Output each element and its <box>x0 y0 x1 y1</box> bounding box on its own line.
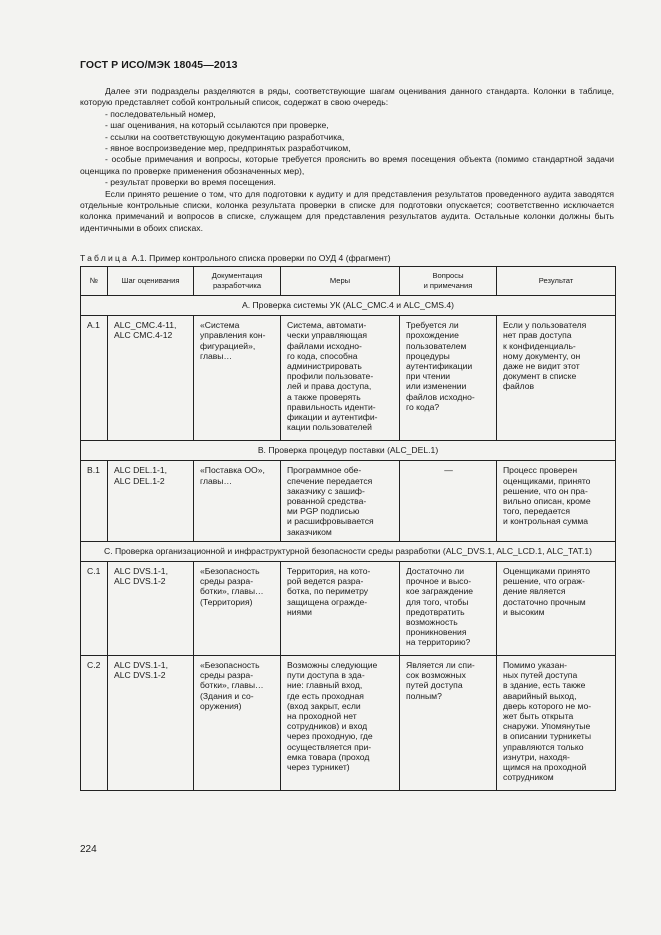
column-header-result: Результат <box>497 267 616 296</box>
row-measures: Возможны следующие пути доступа в зда- ние: главный вход, где есть проходная (вход закрыт, если на проходной нет сотрудников) и вход через проходную, где осуществляется при- емка товара (проход через турникет) <box>281 656 400 791</box>
row-questions: Требуется ли прохождение пользователем процедуры аутентификации при чтении или изменении файлов исходно- го кода? <box>400 316 497 441</box>
row-step: ALC DVS.1-1, ALC DVS.1-2 <box>108 562 194 656</box>
row-step: ALC DVS.1-1, ALC DVS.1-2 <box>108 656 194 791</box>
column-header-number: № <box>81 267 108 296</box>
row-number: B.1 <box>81 461 108 541</box>
row-number: C.1 <box>81 562 108 656</box>
section-title: A. Проверка системы УК (ALC_CMC.4 и ALC_CMS.4) <box>81 296 616 316</box>
row-docs: «Поставка ОО», главы… <box>194 461 281 541</box>
row-result: Если у пользователя нет прав доступа к конфиденциаль- ному документу, он даже не видит этот документ в списке файлов <box>497 316 616 441</box>
column-header-step: Шаг оценивания <box>108 267 194 296</box>
row-questions: Является ли спи- сок возможных путей доступа полным? <box>400 656 497 791</box>
row-docs: «Система управления кон- фигурацией», главы… <box>194 316 281 441</box>
page-number: 224 <box>80 844 97 855</box>
table-row <box>81 656 616 791</box>
table-header-row <box>81 267 616 296</box>
row-measures: Территория, на кото- рой ведется разра- ботка, по периметру защищена огражде- ниями <box>281 562 400 656</box>
section-row <box>81 441 616 461</box>
row-number: A.1 <box>81 316 108 441</box>
column-header-measures: Меры <box>281 267 400 296</box>
row-result: Оценщиками принято решение, что ограж- дение является достаточно прочным и высоким <box>497 562 616 656</box>
row-questions: — <box>400 461 497 541</box>
row-docs: «Безопасность среды разра- ботки», главы… (Территория) <box>194 562 281 656</box>
table-row <box>81 316 616 441</box>
document-header: ГОСТ Р ИСО/МЭК 18045—2013 <box>80 59 238 71</box>
list-item: - ссылки на соответствующую документацию разработчика, <box>105 131 345 142</box>
row-result: Помимо указан- ных путей доступа в здание, есть также аварийный выход, дверь которого не мо- жет быть открыта снаружи. Упомянутые в описании турникеты управляются только изнутри, находя- щимся на проходной сотрудником <box>497 656 616 791</box>
section-title: C. Проверка организационной и инфраструктурной безопасности среды разработки (ALC_DVS.1, ALC_LCD.1, ALC_TAT.1) <box>81 541 616 561</box>
list-item: - последовательный номер, <box>105 108 216 119</box>
checklist-table <box>80 266 616 791</box>
table-row <box>81 562 616 656</box>
table-row <box>81 461 616 541</box>
section-row <box>81 296 616 316</box>
list-item: - особые примечания и вопросы, которые требуется прояснить во время посещения объекта (помимо стандартной задачи оценщика по проверке применения обозначенных мер), <box>80 154 614 176</box>
row-docs: «Безопасность среды разра- ботки», главы… (Здания и со- оружения) <box>194 656 281 791</box>
caption-text: А.1. Пример контрольного списка проверки по ОУД 4 (фрагмент) <box>129 253 391 263</box>
list-item: - результат проверки во время посещения. <box>105 177 276 188</box>
column-header-docs: Документация разработчика <box>194 267 281 296</box>
row-measures: Система, автомати- чески управляющая файлами исходно- го кода, способна администрировать профили пользовате- лей и права доступа, а также проверять правильность иденти- фикации и аутентифи- кации пользователей <box>281 316 400 441</box>
intro-paragraph: Далее эти подразделы разделяются в ряды, соответствующие шагам оценивания данного стандарта. Колонки в таблице, которую представляет собой контрольный список, содержат в свою очередь: <box>80 86 614 108</box>
row-measures: Программное обе- спечение передается заказчику с зашиф- рованной средства- ми PGP подписью и расшифровывается заказчиком <box>281 461 400 541</box>
caption-label: Таблица <box>80 253 130 263</box>
row-step: ALC_CMC.4-11, ALC CMC.4-12 <box>108 316 194 441</box>
row-questions: Достаточно ли прочное и высо- кое заграждение для того, чтобы предотвратить возможность проникновения на территорию? <box>400 562 497 656</box>
column-header-questions: Вопросы и примечания <box>400 267 497 296</box>
section-title: B. Проверка процедур поставки (ALC_DEL.1) <box>81 441 616 461</box>
row-step: ALC DEL.1-1, ALC DEL.1-2 <box>108 461 194 541</box>
table-caption <box>80 253 391 263</box>
row-result: Процесс проверен оценщиками, принято решение, что он пра- вильно описан, кроме того, передается и контрольная сумма <box>497 461 616 541</box>
intro-paragraph: Если принято решение о том, что для подготовки к аудиту и для представления результатов проведенного аудита заводятся отдельные контрольные списки, колонка результата проверки в списке для подготовки опускается; соответственно исключается колонка примечаний и вопросов в списке, служащем для представления результатов аудита. Остальные колонки должны быть идентичными в обоих списках. <box>80 188 614 233</box>
row-number: C.2 <box>81 656 108 791</box>
section-row <box>81 541 616 561</box>
list-item: - явное воспроизведение мер, предпринятых разработчиком, <box>105 143 351 154</box>
list-item: - шаг оценивания, на который ссылаются при проверке, <box>105 120 329 131</box>
intro-text <box>80 86 614 234</box>
